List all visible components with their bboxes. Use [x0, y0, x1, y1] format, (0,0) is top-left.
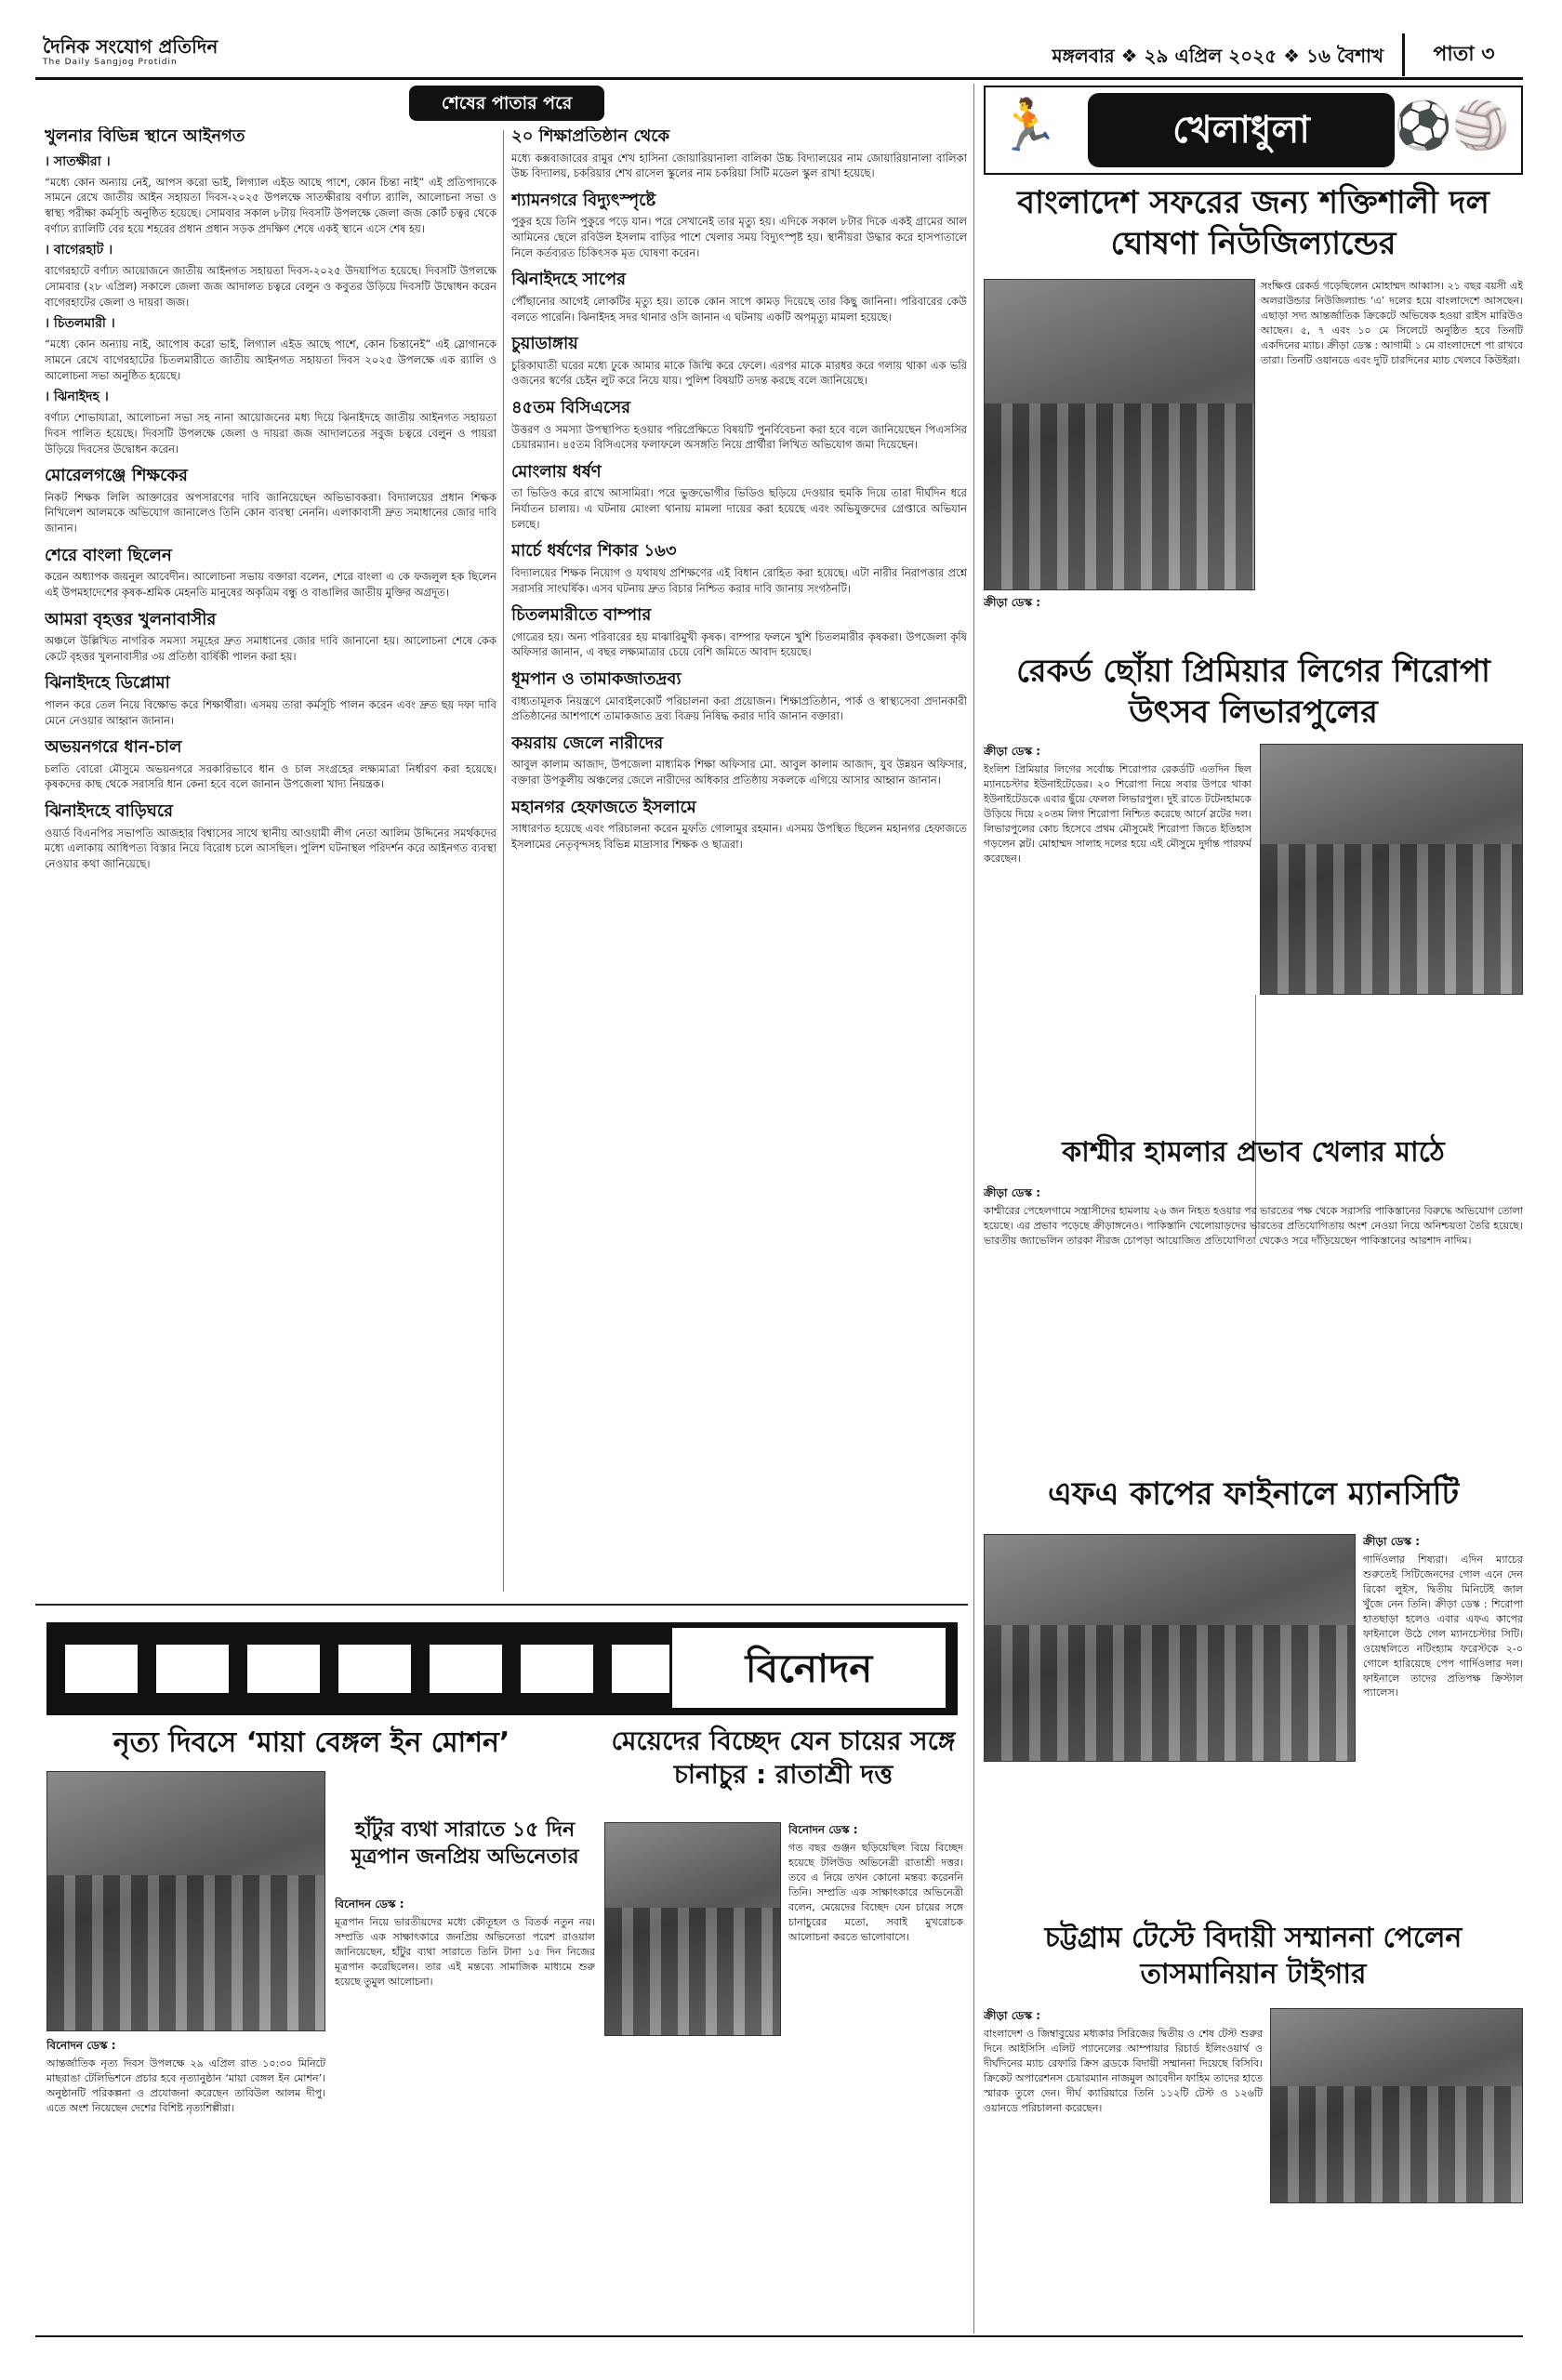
film-frame — [156, 1645, 229, 1693]
headline: ঝিনাইদহে সাপের — [511, 270, 626, 290]
sports-headline-liverpool: রেকর্ড ছোঁয়া প্রিমিয়ার লিগের শিরোপা উৎসব লিভারপুলের — [1016, 653, 1490, 732]
story-koyra — [511, 734, 967, 788]
headline: মহানগর হেফাজতে ইসলামে — [511, 797, 696, 817]
ent-story-actor — [335, 1897, 595, 2334]
headline: মার্চে ধর্ষণের শিকার ১৬৩ — [511, 541, 677, 562]
section-divider — [35, 1604, 968, 1606]
sports-headline-nz: বাংলাদেশ সফরের জন্য শক্তিশালী দল ঘোষণা নিউজিল্যান্ডের — [1017, 184, 1489, 263]
headline: শেরে বাংলা ছিলেন — [45, 545, 172, 565]
dateline: বিনোদন ডেস্ক : — [788, 1823, 858, 1836]
newspaper-logo-subtitle: The Daily Sangjog Protidin — [43, 58, 178, 67]
story-chuadanga — [511, 334, 967, 389]
column-divider — [973, 84, 974, 2334]
story-bcs — [511, 398, 967, 453]
story-khulna — [45, 126, 496, 456]
story-body: মধ্যে কক্সবাজারের রামুর শেখ হাসিনা জোয়ারিয়ানালা বালিকা উচ্চ বিদ্যালয়ের নাম জোয়ারিয়ানালা বালিকা উচ্চ বিদ্যালয়, চকরিয়ার শেখ রাসেল স্কুলের নাম চকরিয়া সিটি মডেল স্কুল রাখা হয়েছে। — [511, 151, 967, 180]
story-body: পালন করে তেল নিয়ে বিক্ষোভ করে শিক্ষার্থীরা। এসময় তারা কর্মসূচি পালন করেন এবং দ্রুত ছয় দফা দাবি মেনে নেওয়ার আহ্বান জানান। — [45, 697, 496, 727]
story-jhenaidah-houses — [45, 801, 496, 872]
story-body: তা ভিডিও করে রাখে আসামিরা। পরে ভুক্তভোগীর ভিডিও ছড়িয়ে দেওয়ার হুমকি দিয়ে তারা দীর্ঘদিন ধরে নির্যাতন চালায়। এ ঘটনায় মোংলা থানায় মামলা দায়ের করা হয়েছে এবং অভিযুক্তদের গ্রেপ্তারে অভিযান চলছে। — [511, 486, 967, 531]
subhead: । সাতক্ষীরা । — [45, 153, 111, 169]
ent-headline-dance: নৃত্য দিবসে ‘মায়া বেঙ্গল ইন মোশন’ — [113, 1726, 510, 1759]
story-march-report — [511, 541, 967, 596]
story-body: ইংলিশ প্রিমিয়ার লিগের সর্বোচ্চ শিরোপার রেকর্ডটি এতদিন ছিল ম্যানচেস্টার ইউনাইটেডের। ২০ শিরোপা নিয়ে সবার উপরে থাকা ইউনাইটেডকে এবার ছুঁয়ে ফেলল লিভারপুল। দুই রাতে টটেনহামকে উড়িয়ে দিয়ে ২০তম লিগ শিরোপা নিশ্চিত করেছে আর্নে স্লটের দল। লিভারপুলের কোচ হিসেবে প্রথম মৌসুমেই শিরোপা জিতে ইতিহাস গড়লেন স্লট। মোহাম্মদ সালাহ দলের হয়ে এই মৌসুমে দুর্দান্ত পারফর্ম করেছেন। — [984, 763, 1251, 865]
actress-photo — [604, 1822, 781, 2036]
subhead: । চিতলমারী । — [45, 316, 115, 332]
dateline: ক্রীড়া ডেস্ক : — [984, 1186, 1041, 1199]
subhead: । ঝিনাইদহ । — [45, 390, 109, 405]
story-body: বাধ্যতামূলক নিয়ন্ত্রণে মোবাইলকোর্ট পরিচালনা করা প্রয়োজন। শিক্ষাপ্রতিষ্ঠান, পার্ক ও স্বাস্থ্যসেবা প্রদানকারী প্রতিষ্ঠানের আশপাশে তামাকজাত দ্রব্য বিক্রয় নিষিদ্ধ করার দাবি জানান বক্তারা। — [511, 694, 967, 723]
story-mongla — [511, 462, 967, 533]
headline: আমরা বৃহত্তর খুলনাবাসীর — [45, 609, 217, 629]
story-body: করেন অধ্যাপক জয়নুল আবেদীন। আলোচনা সভায় বক্তারা বলেন, শেরে বাংলা এ কে ফজলুল হক ছিলেন এই উপমহাদেশের কৃষক-শ্রমিক মেহনতি মানুষের অকৃত্রিম বন্ধু ও বাঙালির জাতীয় মুক্তির অগ্রদূত। — [45, 570, 496, 599]
sports-story-kashmir — [984, 1185, 1523, 1460]
headline: ২০ শিক্ষাপ্রতিষ্ঠান থেকে — [511, 126, 670, 146]
film-frame — [521, 1645, 593, 1693]
dance-photo — [46, 1771, 325, 2031]
middle-column — [511, 126, 967, 1595]
sports-headline-kashmir: কাশ্মীর হামলার প্রভাব খেলার মাঠে — [1062, 1136, 1445, 1169]
headline: শ্যামনগরে বিদ্যুৎস্পৃষ্টে — [511, 190, 656, 210]
story-body: অঞ্চলে উল্লিখিত নাগরিক সমস্যা সমূহের দ্রুত সমাধানের জোর দাবি জানানো হয়। আলোচনা শেষে কেক কেটে বৃহত্তর খুলনাবাসীর ৩য় প্রতিষ্ঠা বার্ষিকী পালন করা হয়। — [45, 634, 496, 663]
story-diploma — [45, 673, 496, 728]
ent-story-dance — [46, 2038, 325, 2335]
headline: মোরেলগঞ্জে শিক্ষকের — [45, 466, 188, 486]
story-body: গোত্রের হয়। অন্য পরিবারের হয় মাঝারিমুখী কৃষক। বাম্পার ফলনে খুশি চিতলমারীর কৃষকরা। উপজেলা কৃষি অফিসার জানান, এ বছর লক্ষ্যমাত্রার চেয়ে বেশি জমিতে আবাদ হয়েছে। — [511, 629, 967, 659]
sports-balls-icon: ⚽🏐 — [1394, 99, 1510, 152]
team-photo — [984, 279, 1255, 590]
story-body: সাধারণত হয়েছে এবং পরিচালনা করেন মুফতি গোলামুর রহমান। এসময় উপস্থিত ছিলেন মহানগর হেফাজতে ইসলামের নেতৃবৃন্দসহ বিভিন্ন মাদ্রাসার শিক্ষক ও ছাত্ররা। — [511, 822, 967, 851]
column-divider — [503, 130, 504, 1592]
headline: চিতলমারীতে বাম্পার — [511, 605, 652, 626]
story-body: গত বছর গুঞ্জন ছড়িয়েছিল বিয়ে বিচ্ছেদ হয়েছে টলিউড অভিনেত্রী রাতাশ্রী দত্তর। তবে এ নিয়ে তখন কোনো মন্তব্য করেননি তিনি। সম্প্রতি এক সাক্ষাৎকারে অভিনেত্রী বলেন, মেয়েদের বিচ্ছেদ যেন চায়ের সঙ্গে চানাচুরের মতো, সবাই মুখরোচক আলোচনা করতে ভালোবাসে। — [788, 1842, 963, 1943]
dateline: ক্রীড়া ডেস্ক : — [984, 596, 1041, 609]
story-body: মূত্রপান নিয়ে ভারতীয়দের মধ্যে কৌতূহল ও বিতর্ক নতুন নয়। সম্প্রতি এক সাক্ষাৎকারে জনপ্রিয় অভিনেতা পরেশ রাওয়াল জানিয়েছেন, হাঁটুর ব্যথা সারাতে তিনি টানা ১৫ দিন নিজের মূত্রপান করেছিলেন। তার এই মন্তব্যে সামাজিক মাধ্যমে শুরু হয়েছে তুমুল আলোচনা। — [335, 1916, 595, 1988]
headline: ৪৫তম বিসিএসের — [511, 398, 631, 418]
dateline: ক্রীড়া ডেস্ক : — [984, 745, 1041, 758]
sports-story-mancity — [1363, 1534, 1523, 1906]
dateline: ক্রীড়া ডেস্ক : — [984, 2009, 1041, 2022]
story-body: চলতি বোরো মৌসুমে অভয়নগরে সরকারিভাবে ধান ও চাল সংগ্রহের লক্ষ্যমাত্রা নির্ধারণ করা হয়েছে। কৃষকদের কাছ থেকে সরাসরি ধান কেনা হবে বলে জানান উপজেলা খাদ্য নিয়ন্ত্রক। — [45, 761, 496, 791]
story-body: “মধ্যে কোন অন্যায় নেই, আপস করো ভাই, লিগ্যাল এইড আছে পাশে, কোন চিন্তা নাই” এই প্রতিপাদ্যকে সামনে রেখে জাতীয় আইন সহায়তা দিবস-২০২৫ উপলক্ষে সাতক্ষীরায় বর্ণাঢ্য র‍্যালি, আলোচনা সভা ও স্বাস্থ্য পরীক্ষা কর্মসূচি অনুষ্ঠিত হয়েছে। সোমবার সকাল ৮টায় দিবসটি উপলক্ষে জেলা জজ কোর্ট চত্বর থেকে বর্ণাঢ্য র‍্যালিটি বের হয়ে শহরের প্রধান প্রধান সড়ক প্রদক্ষিণ শেষে একই স্থানে এসে শেষ হয়। — [45, 175, 496, 235]
story-snake — [511, 270, 967, 324]
story-abhaynagar — [45, 737, 496, 792]
runner-icon: 🏃 — [997, 96, 1060, 154]
film-frame — [247, 1645, 320, 1693]
story-khulnabashi — [45, 610, 496, 665]
headline: মোংলায় ধর্ষণ — [511, 461, 602, 482]
film-frame — [430, 1645, 502, 1693]
page-number: পাতা ৩ — [1402, 33, 1523, 76]
story-body: ওয়ার্ড বিএনপির সভাপতি আজহার বিশ্বাসের সাথে স্থানীয় আওয়ামী লীগ নেতা আলিম উদ্দিনের সমর্থকদের মধ্যে এলাকায় আধিপত্য বিস্তার নিয়ে বিরোধ চলে আসছিল। পুলিশ ঘটনাস্থল পরিদর্শন করে আইনগত ব্যবস্থা নেওয়ার কথা জানিয়েছে। — [45, 826, 496, 870]
masthead — [35, 33, 1523, 80]
story-body: নিকট শিক্ষক লিলি আক্তারের অপসারণের দাবি জানিয়েছেন অভিভাবকরা। বিদ্যালয়ের প্রধান শিক্ষক নিখিলেশ আলমকে অভিযোগ জানালেও তিনি কোন ব্যবস্থা নেননি। এলাকাবাসী দ্রুত সমাধানের জোর দাবি জানান। — [45, 490, 496, 536]
headline: ধূমপান ও তামাকজাতদ্রব্য — [511, 669, 682, 690]
story-body: পৌঁছানোর আগেই লোকটির মৃত্যু হয়। তাকে কোন সাপে কামড় দিয়েছে তার কিছু জানিনা। পরিবারের কেউ বলতে পারেনি। ঝিনাইদহ সদর থানার ওসি জানান এ ঘটনায় একটি অপমৃত্যু মামলা হয়েছে। — [511, 294, 967, 324]
story-body: আন্তর্জাতিক নৃত্য দিবস উপলক্ষে ২৯ এপ্রিল রাত ১০:৩০ মিনিটে মাছরাঙা টেলিভিশনে প্রচার হবে নৃত্যানুষ্ঠান ‘মায়া বেঙ্গল ইন মোশন’। অনুষ্ঠানটি পরিকল্পনা ও প্রযোজনা করেছেন তাবিউল আলম দীপু। এতে অংশ নিয়েছেন দেশের বিশিষ্ট নৃত্যশিল্পীরা। — [46, 2057, 325, 2114]
story-body: বিদ্যালয়ের শিক্ষক নিয়োগ ও যথাযথ প্রশিক্ষণের এই বিধান রোহিত করা হয়েছে। এটা নারীর নিরাপত্তার প্রশ্নে সরাসরি সাংঘর্ষিক। এসব ঘটনায় দ্রুত বিচার নিশ্চিত করার দাবি জানায় সংগঠনটি। — [511, 565, 967, 595]
film-frame — [338, 1645, 411, 1693]
story-tobacco — [511, 669, 967, 724]
entertainment-section-title: বিনোদন — [669, 1625, 948, 1711]
story-chitalmari — [511, 605, 967, 660]
sports-headline-tasmanian: চট্টগ্রাম টেস্টে বিদায়ী সম্মাননা পেলেন তাসমানিয়ান টাইগার — [1044, 1922, 1463, 1990]
headline: কয়রায় জেলে নারীদের — [511, 733, 664, 753]
match-photo — [984, 1534, 1356, 1762]
sports-story-tasmanian — [984, 2008, 1263, 2334]
dateline: বিনোদন ডেস্ক : — [46, 2039, 116, 2052]
sports-headline-mancity: এফএ কাপের ফাইনালে ম্যানসিটি — [1047, 1475, 1460, 1513]
issue-dateline: মঙ্গলবার ❖ ২৯ এপ্রিল ২০২৫ ❖ ১৬ বৈশাখ — [1052, 45, 1383, 67]
story-20-institutions — [511, 126, 967, 181]
story-body: কাশ্মীরের পেহেলগামে সন্ত্রাসীদের হামলায় ২৬ জন নিহত হওয়ার পর ভারতের পক্ষ থেকে সরাসরি পাকিস্তানের বিরুদ্ধে অভিযোগ তোলা হয়েছে। এর প্রভাব পড়েছে ক্রীড়াঙ্গনেও। পাকিস্তানি খেলোয়াড়দের ভারতের প্রতিযোগিতায় অংশ নেওয়া নিয়ে অনিশ্চয়তা তৈরি হয়েছে। ভারতীয় জ্যাভেলিন তারকা নীরজ চোপড়া আয়োজিত প্রতিযোগিতা থেকেও সরে দাঁড়িয়েছেন পাকিস্তানের আরশাদ নাদিম। — [984, 1205, 1523, 1247]
ent-story-ratashree — [788, 1822, 963, 2334]
ent-headline-ratashree: মেয়েদের বিচ্ছেদ যেন চায়ের সঙ্গে চানাচুর : রাতাশ্রী দত্ত — [611, 1726, 956, 1791]
story-body: “মধ্যে কোন অন্যায় নাই, আপোষ করো ভাই, লিগ্যাল এইড আছে পাশে, কোন চিন্তানেই” এই স্লোগানকে সামনে রেখে বাগেরহাটের চিতলমারীতে জাতীয় আইনগত সহায়তা দিবস ২০২৫ উপলক্ষে এক র‍্যালি ও আলোচনা সভা অনুষ্ঠিত হয়েছে। — [45, 337, 496, 382]
story-body: উত্তরণ ও সমস্যা উপস্থাপিত হওয়ার পরিপ্রেক্ষিতে বিষয়টি পুনর্বিবেচনা করা হবে বলে জানিয়েছেন পিএসসির চেয়ারম্যান। ৪৫তম বিসিএসের ফলাফলে অসঙ্গতি নিয়ে প্রার্থীরা লিখিত অভিযোগ জমা দিয়েছেন। — [511, 422, 967, 452]
subhead: । বাগেরহাট । — [45, 243, 113, 258]
dateline: ক্রীড়া ডেস্ক : — [1363, 1535, 1421, 1548]
story-shyamnagar — [511, 191, 967, 261]
celebration-photo — [1260, 744, 1523, 995]
newspaper-logo: দৈনিক সংযোগ প্রতিদিন — [43, 35, 218, 58]
story-hefazat — [511, 798, 967, 853]
film-frame — [65, 1645, 138, 1693]
story-sher-e-bangla — [45, 546, 496, 601]
story-body: পুকুর হয়ে তিনি পুকুরে পড়ে যান। পরে সেখানেই তার মৃত্যু হয়। এদিকে সকাল ৮টার দিকে একই গ্রামের আল আমিনের ছেলে রবিউল ইসলাম বাড়ির পাশে খেলার সময় বিদ্যুৎস্পৃষ্ট হয়। স্থানীয়রা উদ্ধার করে হাসপাতালে নিলে কর্তব্যরত চিকিৎসক মৃত ঘোষণা করেন। — [511, 215, 967, 259]
headline: ঝিনাইদহে ডিপ্লোমা — [45, 673, 170, 694]
story-morrelganj — [45, 466, 496, 536]
story-body: সংক্ষিপ্ত রেকর্ড গড়েছিলেন মোহাম্মদ আব্বাস। ২১ বছর বয়সী এই অলরাউন্ডার নিউজিল্যান্ড ‘এ’ দলের হয়ে বাংলাদেশে আসছেন। এছাড়া সদ্য আন্তর্জাতিক ক্রিকেটে অভিষেক হওয়া রাইস মারিউও আছেন। ৫, ৭ এবং ১০ মে সিলেটে অনুষ্ঠিত হবে তিনটি একদিনের ম্যাচ। ক্রীড়া ডেস্ক : আগামী ১ মে বাংলাদেশে পা রাখবে তারা। তিনটি ওয়ানডে এবং দুটি চারদিনের ম্যাচ খেলবে কিউইরা। — [1261, 280, 1523, 366]
ceremony-photo — [1270, 2008, 1523, 2203]
story-body: বাংলাদেশ ও জিম্বাবুয়ের মধ্যকার সিরিজের দ্বিতীয় ও শেষ টেস্ট শুরুর দিনে আইসিসি এলিট প্যানেলের আম্পায়ার রিচার্ড ইলিংওয়ার্থ ও দীর্ঘদিনের ম্যাচ রেফারি ক্রিস ব্রডকে বিদায়ী সম্মাননা দিয়েছে বিসিবি। ক্রিকেট অপারেশনস চেয়ারম্যান নাজমুল আবেদীন ফাহিম তাদের হাতে স্মারক তুলে দেন। দীর্ঘ ক্যারিয়ারে তিনি ১১২টি টেস্ট ও ১২৬টি ওয়ানডে পরিচালনা করেছেন। — [984, 2028, 1263, 2114]
left-column — [45, 126, 496, 1595]
ent-headline-actor: হাঁটুর ব্যথা সারাতে ১৫ দিন মূত্রপান জনপ্রিয় অভিনেতার — [351, 1818, 579, 1869]
headline: অভয়নগরে ধান-চাল — [45, 737, 182, 758]
headline: খুলনার বিভিন্ন স্থানে আইনগত — [45, 126, 245, 146]
sports-section-header — [984, 86, 1523, 175]
story-body: বর্ণাঢ্য শোভাযাত্রা, আলোচনা সভা সহ নানা আয়োজনের মধ্য দিয়ে ঝিনাইদহে জাতীয় আইনগত সহায়তা দিবস পালিত হয়েছে। দিবসটি উপলক্ষে জেলা ও দায়রা জজ আদালতের সবুজ চত্বরে বেলুন ও পায়রা উড়িয়ে দিবসের উদ্বোধন করেন। — [45, 411, 496, 456]
sports-section-title: খেলাধুলা — [1088, 93, 1395, 167]
continued-banner: শেষের পাতার পরে — [409, 86, 604, 121]
story-body: আবুল কালাম আজাদ, উপজেলা মাধ্যমিক শিক্ষা অফিসার মো. আবুল কালাম আজাদ, যুব উন্নয়ন অফিসার, বক্তারা উপকূলীয় অঞ্চলের জেলে নারীদের অধিকার প্রতিষ্ঠায় সকলকে এগিয়ে আসার আহ্বান জানান। — [511, 758, 967, 787]
story-body: গার্দিওলার শিষ্যরা। এদিন ম্যাচের শুরুতেই সিটিজেনদের গোল এনে দেন রিকো লুইস, দ্বিতীয় মিনিটেই জাল খুঁজে নেন তিনি। ক্রীড়া ডেস্ক : শিরোপা হাতছাড়া হলেও এবার এফএ কাপের ফাইনালে উঠে গেল ম্যানচেস্টার সিটি। ওয়েম্বলিতে নটিংহ্যাম ফরেস্টকে ২-০ গোলে হারিয়েছে পেপ গার্দিওলার দল। ফাইনালে তাদের প্রতিপক্ষ ক্রিস্টাল প্যালেস। — [1363, 1554, 1523, 1699]
story-body: চুরিকাঘাতী ঘরের মধ্যে ঢুকে আমার মাকে জিম্মি করে ফেলে। এরপর মাকে মারধর করে গলায় থাকা এক ভরি ওজনের স্বর্ণের চেইন লুট করে নিয়ে যায়। পুলিশ বিষয়টি তদন্ত করছে বলে জানিয়েছে। — [511, 358, 967, 388]
page-bottom-rule — [35, 2335, 1523, 2337]
dateline: বিনোদন ডেস্ক : — [335, 1897, 404, 1911]
headline: চুয়াডাঙ্গায় — [511, 334, 578, 354]
headline: ঝিনাইদহে বাড়িঘরে — [45, 801, 174, 822]
story-body: বাগেরহাটে বর্ণাঢ্য আয়োজনে জাতীয় আইনগত সহায়তা দিবস-২০২৫ উদযাপিত হয়েছে। দিবসটি উপলক্ষে সোমবার (২৮ এপ্রিল) সকালে জেলা জজ আদালত চত্বরে বেলুন ও কবুতর উড়িয়ে দিবসটি উদ্বোধন করেন বাগেরহাটের জেলা ও দায়রা জজ। — [45, 264, 496, 309]
